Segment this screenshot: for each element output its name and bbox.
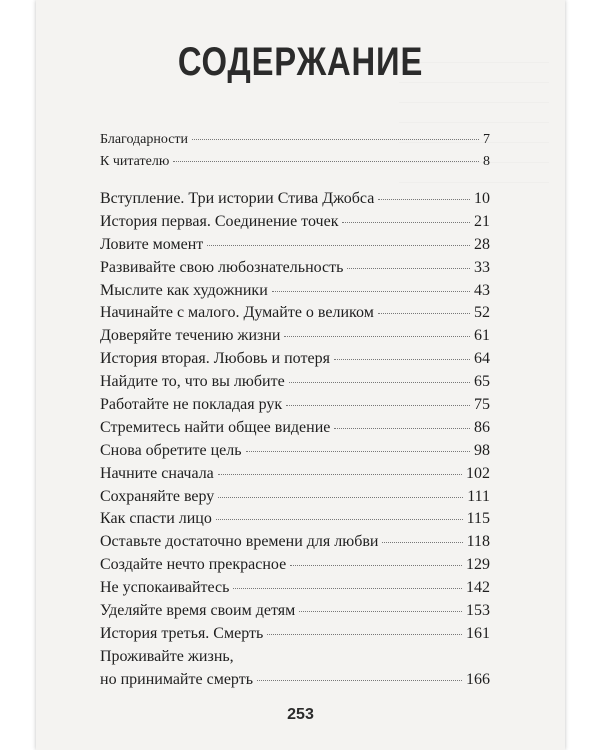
toc-entry-page: 28 — [474, 235, 490, 253]
toc-entry — [100, 510, 490, 533]
toc-entry-page: 61 — [474, 327, 490, 345]
toc-entry-title: Снова обретите цель — [100, 441, 242, 459]
dot-leader — [299, 611, 462, 612]
toc-entry — [100, 213, 490, 236]
toc-entry-page: 118 — [466, 533, 490, 551]
toc-entry-page: 43 — [474, 281, 490, 299]
dot-leader — [378, 199, 470, 200]
toc-entry-page: 98 — [474, 441, 490, 459]
toc-entry-title: Стремитесь найти общее видение — [100, 418, 331, 436]
toc-entry-page: 75 — [474, 396, 490, 414]
toc-entry-title: Уделяйте время своим детям — [100, 602, 296, 620]
toc-entry — [100, 282, 490, 305]
toc-entry-page: 52 — [474, 304, 490, 322]
toc-entry-title: История первая. Соединение точек — [100, 212, 339, 230]
toc-entry — [100, 602, 490, 625]
dot-leader — [246, 451, 470, 452]
toc-entry-page: 64 — [474, 350, 490, 368]
dot-leader — [286, 405, 470, 406]
toc-entry-page: 115 — [466, 510, 490, 528]
toc-entry-title: Развивайте свою любознательность — [100, 258, 344, 276]
toc-entry — [100, 488, 490, 511]
toc-entry-page: 102 — [466, 464, 490, 482]
toc-entry — [100, 442, 490, 465]
toc-entry-page: 142 — [466, 579, 490, 597]
dot-leader — [382, 542, 462, 543]
dot-leader — [290, 565, 462, 566]
toc-entry — [100, 259, 490, 282]
toc-entry — [100, 350, 490, 373]
dot-leader — [334, 359, 470, 360]
dot-leader — [272, 291, 470, 292]
toc-entry-title: Ловите момент — [100, 235, 204, 253]
toc-entry-page: 8 — [483, 154, 490, 169]
toc-entry-title: Мыслите как художники — [100, 281, 268, 299]
toc-entry-title: Создайте нечто прекрасное — [100, 556, 287, 574]
toc-entry-title: Благодарности — [100, 132, 189, 147]
section-gap — [100, 176, 490, 190]
toc-entry — [100, 579, 490, 602]
toc-entry — [100, 556, 490, 579]
page-number: 253 — [287, 706, 314, 723]
toc-entry — [100, 373, 490, 396]
toc-entry-title: История вторая. Любовь и потеря — [100, 350, 330, 368]
dot-leader — [284, 336, 470, 337]
toc-entry-line2 — [100, 671, 490, 694]
dot-leader — [347, 268, 470, 269]
dot-leader — [173, 161, 479, 162]
toc-entry — [100, 327, 490, 350]
toc-entry — [100, 625, 490, 648]
toc-entry — [100, 154, 490, 176]
toc-entry-title: История третья. Смерть — [100, 624, 264, 642]
toc-entry-page: 166 — [466, 670, 490, 688]
toc-entry-title: Доверяйте течению жизни — [100, 327, 281, 345]
dot-leader — [216, 519, 463, 520]
dot-leader — [207, 245, 470, 246]
toc-entry-page: 129 — [466, 556, 490, 574]
toc-entry-title: Вступление. Три истории Стива Джобса — [100, 190, 375, 207]
toc-entry-page: 86 — [474, 418, 490, 436]
book-page — [36, 0, 565, 750]
toc-entry-title: Работайте не покладая рук — [100, 396, 283, 414]
dot-leader — [342, 222, 470, 223]
toc-entry-page: 10 — [474, 190, 490, 207]
toc-entry-page: 33 — [474, 258, 490, 276]
toc-entry-title-line2: но принимайте смерть — [100, 670, 253, 688]
toc-entry-title: Оставьте достаточно времени для любви — [100, 533, 379, 551]
dot-leader — [289, 382, 470, 383]
toc-entry-page: 7 — [483, 132, 490, 147]
dot-leader — [218, 497, 463, 498]
toc-entry-title: Как спасти лицо — [100, 510, 212, 528]
toc-entry-page: 21 — [474, 212, 490, 230]
toc-entry-title: К читателю — [100, 154, 170, 169]
page-title: СОДЕРЖАНИЕ — [177, 40, 424, 84]
dot-leader — [192, 139, 479, 140]
dot-leader — [257, 680, 462, 681]
toc-entry-page: 161 — [466, 624, 490, 642]
toc-entry — [100, 132, 490, 154]
toc-entry-title-line1: Проживайте жизнь, — [100, 647, 234, 665]
toc-entry-page: 65 — [474, 373, 490, 391]
table-of-contents — [100, 132, 490, 694]
toc-entry — [100, 304, 490, 327]
toc-entry-multiline — [100, 648, 490, 694]
dot-leader — [233, 588, 462, 589]
toc-entry — [100, 533, 490, 556]
toc-entry — [100, 419, 490, 442]
toc-entry-title: Сохраняйте веру — [100, 487, 215, 505]
toc-entry-page: 153 — [466, 602, 490, 620]
dot-leader — [378, 313, 470, 314]
toc-entry-title: Начните сначала — [100, 464, 214, 482]
dot-leader — [218, 474, 462, 475]
toc-entry — [100, 190, 490, 213]
dot-leader — [334, 428, 470, 429]
toc-entry — [100, 465, 490, 488]
toc-entry — [100, 236, 490, 259]
toc-entry-title: Не успокаивайтесь — [100, 579, 230, 597]
toc-entry — [100, 396, 490, 419]
toc-entry-title: Начинайте с малого. Думайте о великом — [100, 304, 374, 322]
toc-entry-title: Найдите то, что вы любите — [100, 373, 285, 391]
toc-entry-page: 111 — [467, 487, 490, 505]
dot-leader — [267, 634, 462, 635]
